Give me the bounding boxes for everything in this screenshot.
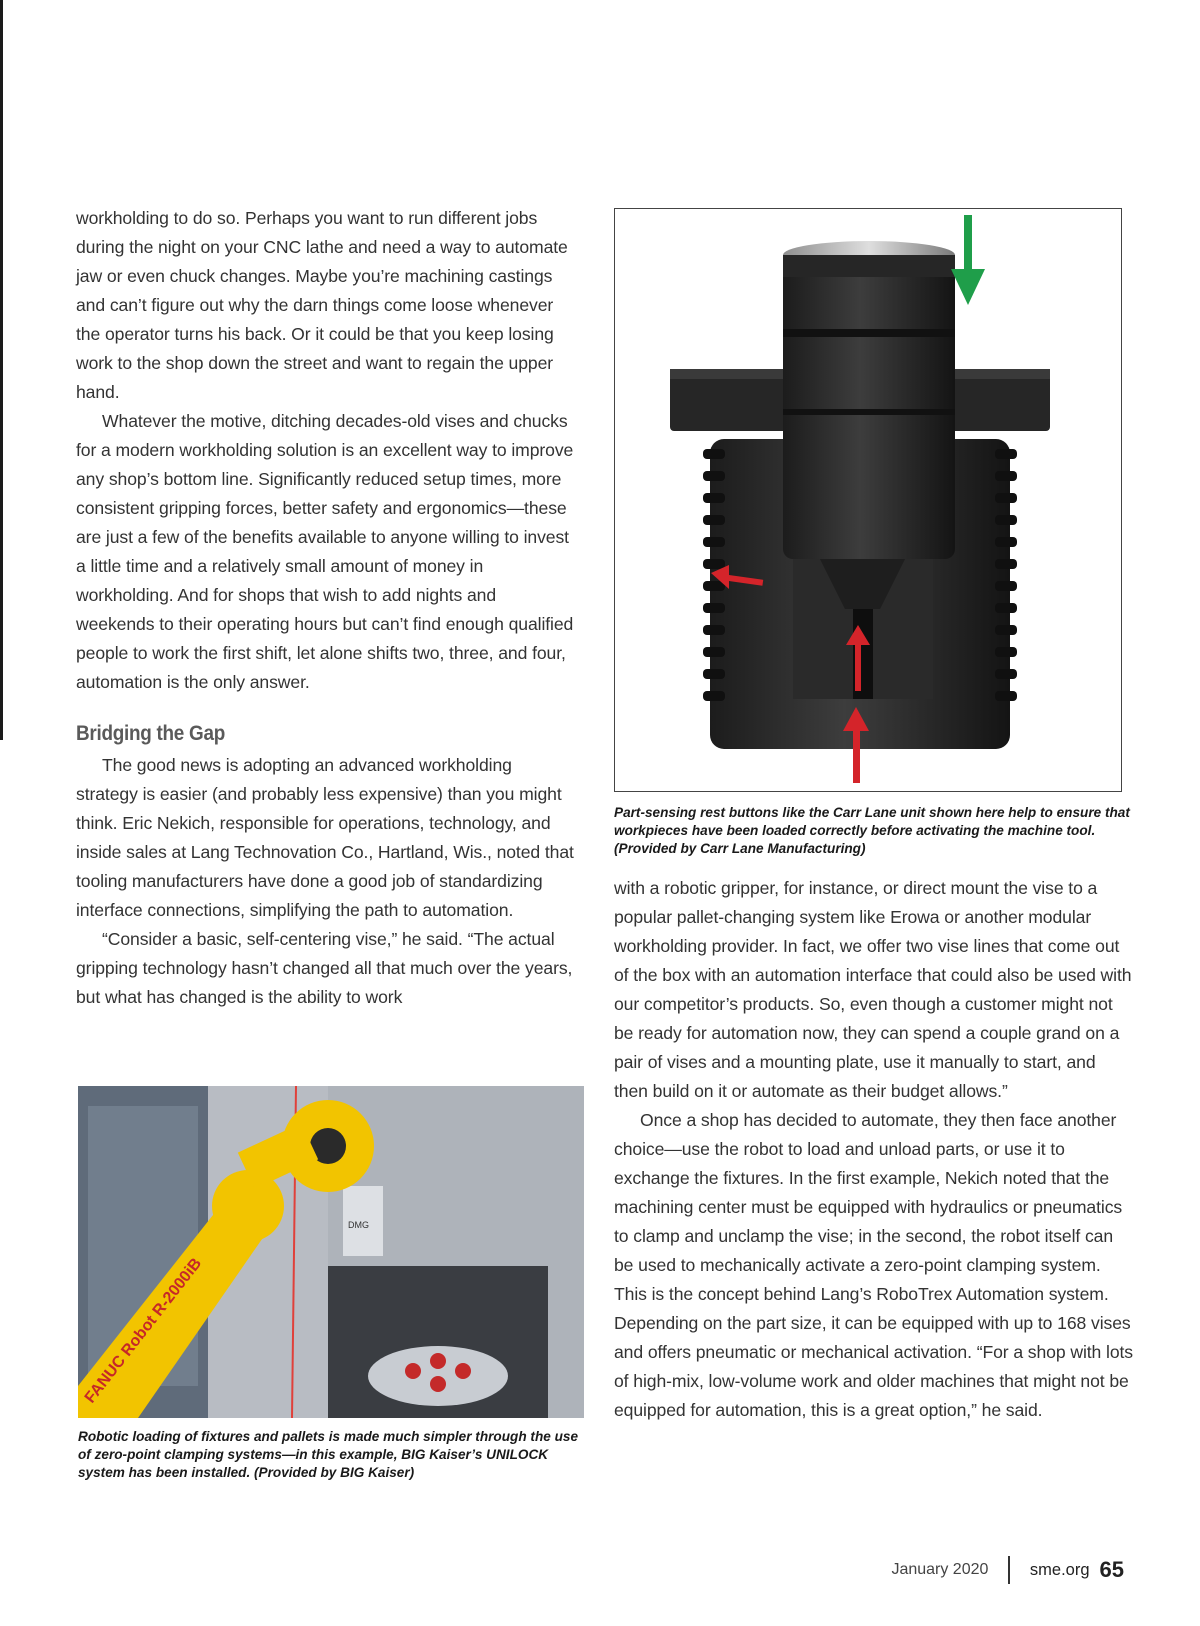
rest-button-photo [614,208,1122,792]
machine-label: DMG [348,1220,369,1230]
figure-caption-bottom [78,1428,588,1482]
site-link[interactable]: sme.org [1029,1560,1090,1579]
rest-button-illustration [615,209,1122,792]
robot-cell-illustration [78,1086,584,1418]
page-footer [891,1556,1124,1584]
body-paragraph: Whatever the motive, ditching decades-old vises and chucks for a modern workholding solution is an excellent way to improve any shop’s bottom line. Significantly reduced setup times, more consistent gripping forces, better safety and ergonomics—these are just a few of the benefits available to anyone willing to invest a little time and a relatively small amount of money in workholding. And for shops that wish to add nights and weekends to their operating hours but can’t find enough qualified people to work the first shift, let alone shifts two, three, and four, automation is the only answer. [76,411,574,692]
body-paragraph: Once a shop has decided to automate, they then face another choice—use the robot to load and unload parts, or use it to exchange the fixtures. In the first example, Nekich noted that the machining center must be equipped with hydraulics or pneumatics to clamp and unclamp the vise; in the second, the robot itself can be used to mechanically activate a zero-point clamping system. This is the concept behind Lang’s RoboTrex Automation system. Depending on the part size, it can be equipped with up to 168 vises and offers pneumatic or mechanical activation. “For a shop with lots of high-mix, low-volume work and older machines that might not be equipped for automation, this is a great option,” he said. [614,1110,1133,1420]
body-paragraph: with a robotic gripper, for instance, or direct mount the vise to a popular pallet-changing system like Erowa or another modular workholding provider. In fact, we offer two vise lines that come out of the box with an automation interface that could also be used with our competitor’s products. So, even though a customer might not be ready for automation now, they can spend a couple grand on a pair of vises and a mounting plate, use it manually to start, and then build on it or automate as their budget allows.” [614,878,1132,1101]
body-paragraph: The good news is adopting an advanced workholding strategy is easier (and probably less expensive) than you might think. Eric Nekich, responsible for operations, technology, and inside sales at Lang Technovation Co., Hartland, Wis., noted that tooling manufacturers have done a good job of standardizing interface connections, simplifying the path to automation. [76,755,574,920]
page-number: 65 [1099,1557,1124,1582]
robot-cell-photo [78,1086,584,1418]
left-column [76,204,576,1012]
caption-text: Part-sensing rest buttons like the Carr Lane unit shown here help to ensure that workpieces have been loaded correctly before activating the machine tool. (Provided by Carr Lane Manufacturing) [614,805,1130,856]
caption-text: Robotic loading of fixtures and pallets is made much simpler through the use of zero-point clamping systems—in this example, BIG Kaiser’s UNILOCK system has been installed. (Provided by BIG Kaiser) [78,1429,579,1480]
section-heading: Bridging the Gap [76,722,225,745]
right-column [614,874,1134,1425]
figure-caption-top [614,804,1134,858]
body-paragraph: “Consider a basic, self-centering vise,” he said. “The actual gripping technology hasn’t changed all that much over the years, but what has changed is the ability to work [76,929,573,1007]
issue-date: January 2020 [891,1561,989,1578]
green-arrow-down [951,215,985,305]
body-paragraph: workholding to do so. Perhaps you want to run different jobs during the night on your CNC lathe and need a way to automate jaw or even chuck changes. Maybe you’re machining castings and can’t figure out why the darn things come loose whenever the operator turns his back. Or it could be that you keep losing work to the shop down the street and want to regain the upper hand. [76,208,568,402]
page-edge-bar [0,0,3,740]
robot-model-text: FANUC Robot R-2000iB [81,1255,206,1407]
footer-divider [1008,1556,1010,1584]
